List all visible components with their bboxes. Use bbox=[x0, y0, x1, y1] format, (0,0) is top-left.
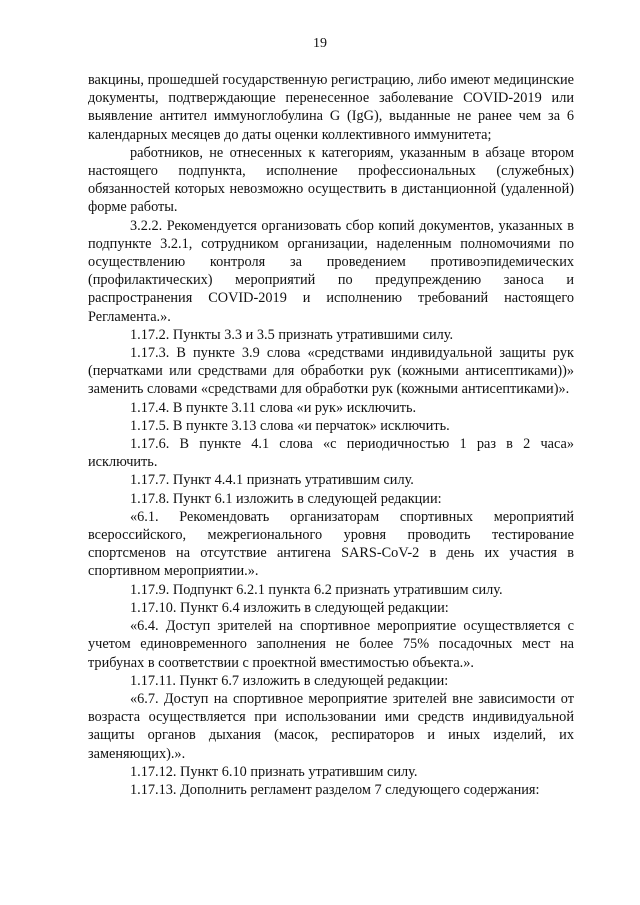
page-number: 19 bbox=[313, 36, 327, 51]
paragraph: 1.17.13. Дополнить регламент разделом 7 следующего содержания: bbox=[130, 781, 540, 798]
paragraph: 1.17.11. Пункт 6.7 изложить в следующей редакции: bbox=[130, 672, 449, 689]
paragraph: «6.7. Доступ на спортивное мероприятие зрителей вне зависимости от возраста осуществляется при использовании ими средств индивидуальной защиты органов дыхания (масок, респираторов и иных изделий, их заменяющих).». bbox=[88, 690, 574, 762]
paragraph: 1.17.12. Пункт 6.10 признать утратившим силу. bbox=[130, 763, 418, 780]
paragraph: 1.17.9. Подпункт 6.2.1 пункта 6.2 признать утратившим силу. bbox=[130, 581, 503, 598]
paragraph: 1.17.6. В пункте 4.1 слова «с периодичностью 1 раз в 2 часа» исключить. bbox=[88, 436, 574, 471]
paragraph: 1.17.7. Пункт 4.4.1 признать утратившим силу. bbox=[130, 472, 414, 489]
paragraph: 1.17.4. В пункте 3.11 слова «и рук» исключить. bbox=[130, 399, 417, 416]
paragraph: 1.17.10. Пункт 6.4 изложить в следующей редакции: bbox=[130, 599, 449, 616]
paragraph: 3.2.2. Рекомендуется организовать сбор копий документов, указанных в подпункте 3.2.1, сотрудником организации, наделенным полномочиями по осуществлению контроля за проведением противоэпидемических (профилактических) мероприятий по предупреждению заноса и распространения COVID-2019 и исполнению требований настоящего Регламента.». bbox=[88, 217, 574, 325]
paragraph: «6.1. Рекомендовать организаторам спортивных мероприятий всероссийского, межрегионального уровня проводить тестирование спортсменов на отсутствие антигена SARS-CoV-2 в день их участия в спортивном мероприятии.». bbox=[88, 508, 574, 580]
paragraph: вакцины, прошедшей государственную регистрацию, либо имеют медицинские документы, подтверждающие перенесенное заболевание COVID-2019 или выявление антител иммуноглобулина G (IgG), выданные не ранее чем за 6 календарных месяцев до даты оценки коллективного иммунитета; bbox=[88, 72, 574, 143]
paragraph: 1.17.5. В пункте 3.13 слова «и перчаток» исключить. bbox=[130, 417, 450, 434]
paragraph: 1.17.8. Пункт 6.1 изложить в следующей редакции: bbox=[130, 490, 442, 507]
document-body bbox=[88, 71, 574, 799]
paragraph: 1.17.3. В пункте 3.9 слова «средствами индивидуальной защиты рук (перчатками или средствами для обработки рук (кожными антисептиками))» заменить словами «средствами для обработки рук (кожными антисептиками)». bbox=[88, 345, 574, 398]
paragraph: «6.4. Доступ зрителей на спортивное мероприятие осуществляется с учетом единовременного заполнения не более 75% посадочных мест на трибунах в соответствии с проектной вместимостью объекта.». bbox=[88, 618, 574, 671]
paragraph: работников, не отнесенных к категориям, указанным в абзаце втором настоящего подпункта, исполнение профессиональных (служебных) обязанностей которых невозможно осуществить в дистанционной (удаленной) форме работы. bbox=[88, 144, 574, 216]
paragraph: 1.17.2. Пункты 3.3 и 3.5 признать утратившими силу. bbox=[130, 326, 454, 343]
